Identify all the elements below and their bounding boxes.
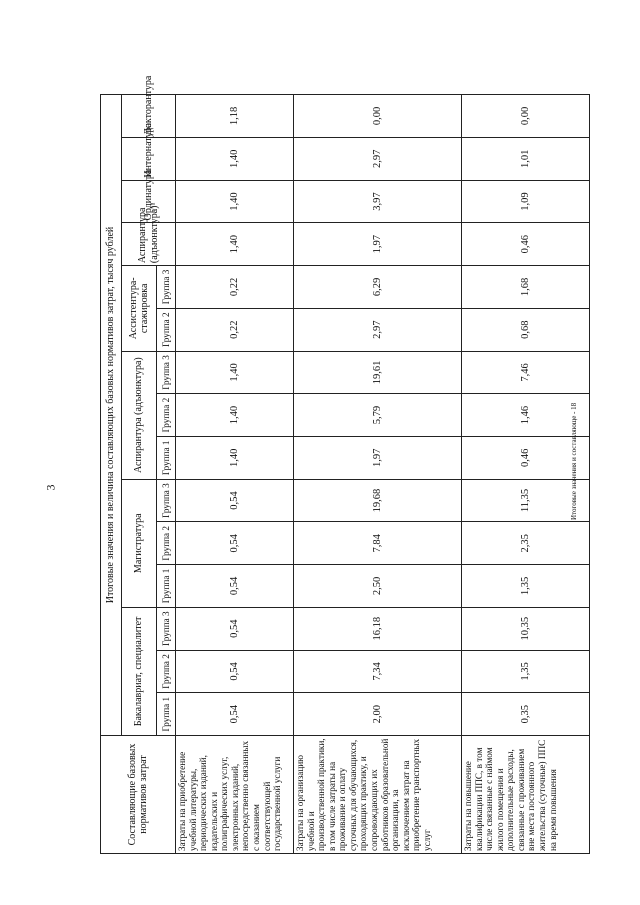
cell: 7,84 — [294, 522, 462, 565]
cell: 2,00 — [294, 693, 462, 736]
cost-table — [100, 75, 590, 854]
cell: 0,00 — [462, 95, 590, 138]
row-label: Затраты на приобретение учебной литературы, периодических изданий, издательских и полиграфических услуг, электронных изданий, непосредственно связанных с оказанием соответствующей государственной услуги — [176, 736, 294, 854]
cell: 1,97 — [294, 223, 462, 266]
cell: 7,46 — [462, 351, 590, 394]
cell: 0,00 — [294, 95, 462, 138]
subgroup-header: Группа 1 — [157, 565, 176, 608]
cell: 0,54 — [176, 522, 294, 565]
cell: 1,40 — [176, 137, 294, 180]
column-header: Интернатура — [122, 137, 176, 180]
subgroup-header: Группа 3 — [157, 266, 176, 309]
cell: 0,54 — [176, 565, 294, 608]
cell: 1,97 — [294, 436, 462, 479]
cell: 1,40 — [176, 223, 294, 266]
table-row — [294, 95, 462, 854]
subgroup-header: Группа 1 — [157, 693, 176, 736]
cell: 1,40 — [176, 180, 294, 223]
cell: 0,46 — [462, 223, 590, 266]
group-header: Ассистентура-стажировка — [122, 266, 157, 351]
cell: 0,68 — [462, 308, 590, 351]
footer-note: Итоговые значения и составляюще - 18 — [570, 402, 578, 520]
page-number: 3 — [43, 484, 58, 491]
table-row — [176, 95, 294, 854]
subgroup-header: Группа 3 — [157, 479, 176, 522]
cell: 6,29 — [294, 266, 462, 309]
document-sheet — [100, 75, 590, 854]
cell: 0,22 — [176, 266, 294, 309]
cell: 1,40 — [176, 351, 294, 394]
group-header: Магистратура — [122, 479, 157, 607]
component-header: Составляющие базовых нормативов затрат — [101, 736, 176, 854]
cell: 1,68 — [462, 266, 590, 309]
cell: 0,22 — [176, 308, 294, 351]
row-label: Затраты на организацию учебной и производственной практики, в том числе затраты на проживание и оплату суточных для обучающихся, проходящих практику, и сопровождающих их работников образовательной организации, за исключением затрат на приобретение транспортных услуг — [294, 736, 462, 854]
cell: 1,46 — [462, 394, 590, 437]
cell: 0,35 — [462, 693, 590, 736]
subgroup-header: Группа 1 — [157, 436, 176, 479]
cell: 1,01 — [462, 137, 590, 180]
cell: 0,46 — [462, 436, 590, 479]
cell: 0,54 — [176, 607, 294, 650]
cell: 1,09 — [462, 180, 590, 223]
cell: 0,54 — [176, 693, 294, 736]
rotated-table-container — [100, 75, 590, 854]
group-header: Бакалавриат, специалитет — [122, 607, 157, 735]
table-caption: Итоговые значения и величина составляющих базовых нормативов затрат, тысяч рублей — [101, 95, 122, 736]
cell: 0,54 — [176, 650, 294, 693]
cell: 1,18 — [176, 95, 294, 138]
group-header: Аспирантура (адъюнктура) — [122, 351, 157, 479]
cell: 7,34 — [294, 650, 462, 693]
cell: 0,54 — [176, 479, 294, 522]
cell: 1,35 — [462, 565, 590, 608]
subgroup-header: Группа 2 — [157, 650, 176, 693]
cell: 16,18 — [294, 607, 462, 650]
cell: 2,35 — [462, 522, 590, 565]
subgroup-header: Группа 3 — [157, 351, 176, 394]
cell: 19,61 — [294, 351, 462, 394]
column-header: Докторантура — [122, 95, 176, 138]
cell: 3,97 — [294, 180, 462, 223]
cell: 2,97 — [294, 308, 462, 351]
column-header: Ординатура — [122, 180, 176, 223]
cell: 1,35 — [462, 650, 590, 693]
subgroup-header: Группа 2 — [157, 308, 176, 351]
cell: 1,40 — [176, 436, 294, 479]
cell: 2,97 — [294, 137, 462, 180]
cell: 2,50 — [294, 565, 462, 608]
cell: 19,68 — [294, 479, 462, 522]
cell: 5,79 — [294, 394, 462, 437]
cell: 11,35 — [462, 479, 590, 522]
subgroup-header: Группа 2 — [157, 394, 176, 437]
subgroup-header: Группа 2 — [157, 522, 176, 565]
row-label: Затраты на повышение квалификации ППС, в том числе связанные с наймом жилого помещения и дополнительные расходы, связанные с проживанием вне места постоянного жительства (суточные) ППС на время повышения — [462, 736, 590, 854]
column-header: Аспирантура (адъюнктура)¹ — [122, 223, 176, 266]
cell: 1,40 — [176, 394, 294, 437]
cell: 10,35 — [462, 607, 590, 650]
subgroup-header: Группа 3 — [157, 607, 176, 650]
